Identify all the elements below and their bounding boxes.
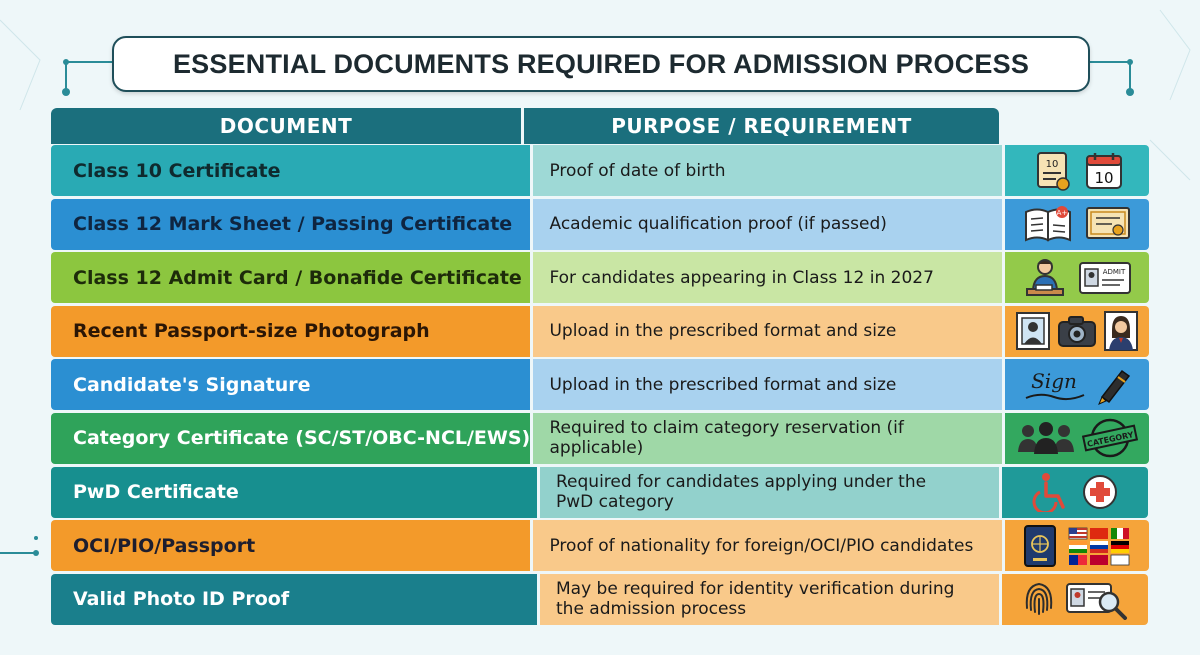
certificate-icon bbox=[1084, 204, 1132, 244]
row-icons bbox=[1005, 413, 1149, 464]
row-icons bbox=[1002, 467, 1148, 518]
document-name: Class 10 Certificate bbox=[51, 145, 530, 196]
document-name: Class 12 Mark Sheet / Passing Certificate bbox=[51, 199, 530, 250]
row-icons bbox=[1005, 252, 1149, 303]
document-purpose: Proof of nationality for foreign/OCI/PIO candidates bbox=[533, 520, 1002, 571]
page-title-box bbox=[112, 36, 1090, 92]
document-purpose: For candidates appearing in Class 12 in 2027 bbox=[533, 252, 1002, 303]
table-row bbox=[51, 359, 1149, 410]
row-icons bbox=[1002, 574, 1148, 625]
medical-cross-icon bbox=[1082, 474, 1118, 510]
camera-icon bbox=[1057, 313, 1097, 349]
document-name: Class 12 Admit Card / Bonafide Certificate bbox=[51, 252, 530, 303]
table-row bbox=[51, 574, 1149, 625]
document-purpose: Required to claim category reservation (if applicable) bbox=[533, 413, 1002, 464]
row-icons bbox=[1005, 199, 1149, 250]
id-magnifier-icon bbox=[1065, 578, 1129, 620]
table-row bbox=[51, 520, 1149, 571]
header-purpose: PURPOSE / REQUIREMENT bbox=[524, 108, 999, 144]
table-row bbox=[51, 467, 1149, 518]
header-document: DOCUMENT bbox=[51, 108, 521, 144]
page-title: ESSENTIAL DOCUMENTS REQUIRED FOR ADMISSION PROCESS bbox=[172, 48, 1030, 79]
table-row bbox=[51, 252, 1149, 303]
svg-text:10: 10 bbox=[1094, 168, 1114, 187]
calendar-icon bbox=[1084, 151, 1124, 191]
category-stamp-icon bbox=[1082, 418, 1138, 458]
documents-table bbox=[51, 145, 1149, 627]
document-purpose: May be required for identity verification during the admission process bbox=[540, 574, 999, 625]
portrait-icon bbox=[1103, 310, 1139, 352]
group-icon bbox=[1016, 418, 1076, 458]
flags-icon bbox=[1067, 526, 1131, 566]
signature-icon bbox=[1020, 364, 1092, 406]
row-icons bbox=[1005, 359, 1149, 410]
open-book-icon bbox=[1022, 204, 1074, 244]
document-name: Candidate's Signature bbox=[51, 359, 530, 410]
svg-text:ADMIT: ADMIT bbox=[1102, 267, 1126, 276]
document-name: PwD Certificate bbox=[51, 467, 537, 518]
pen-icon bbox=[1094, 365, 1134, 405]
table-row bbox=[51, 145, 1149, 196]
svg-text:A+: A+ bbox=[1056, 209, 1068, 218]
document-name: Valid Photo ID Proof bbox=[51, 574, 537, 625]
document-purpose: Proof of date of birth bbox=[533, 145, 1002, 196]
document-purpose: Academic qualification proof (if passed) bbox=[533, 199, 1002, 250]
table-header bbox=[51, 108, 999, 144]
document-name: OCI/PIO/Passport bbox=[51, 520, 530, 571]
svg-text:10: 10 bbox=[1045, 158, 1059, 170]
wheelchair-icon bbox=[1032, 472, 1070, 512]
svg-text:Sign: Sign bbox=[1031, 368, 1077, 393]
photo-frame-icon bbox=[1015, 311, 1051, 351]
row-icons bbox=[1005, 306, 1149, 357]
table-row bbox=[51, 306, 1149, 357]
certificate-scroll-icon bbox=[1030, 150, 1074, 192]
student-writing-icon bbox=[1022, 256, 1068, 300]
row-icons bbox=[1005, 145, 1149, 196]
document-name: Category Certificate (SC/ST/OBC-NCL/EWS) bbox=[51, 413, 530, 464]
document-purpose: Upload in the prescribed format and size bbox=[533, 359, 1002, 410]
admit-card-icon bbox=[1078, 260, 1132, 296]
table-row bbox=[51, 199, 1149, 250]
passport-icon bbox=[1023, 524, 1057, 568]
table-row bbox=[51, 413, 1149, 464]
document-purpose: Upload in the prescribed format and size bbox=[533, 306, 1002, 357]
row-icons bbox=[1005, 520, 1149, 571]
document-purpose: Required for candidates applying under the PwD category bbox=[540, 467, 999, 518]
document-name: Recent Passport-size Photograph bbox=[51, 306, 530, 357]
fingerprint-icon bbox=[1021, 578, 1057, 620]
svg-text:CATEGORY: CATEGORY bbox=[1086, 430, 1135, 450]
